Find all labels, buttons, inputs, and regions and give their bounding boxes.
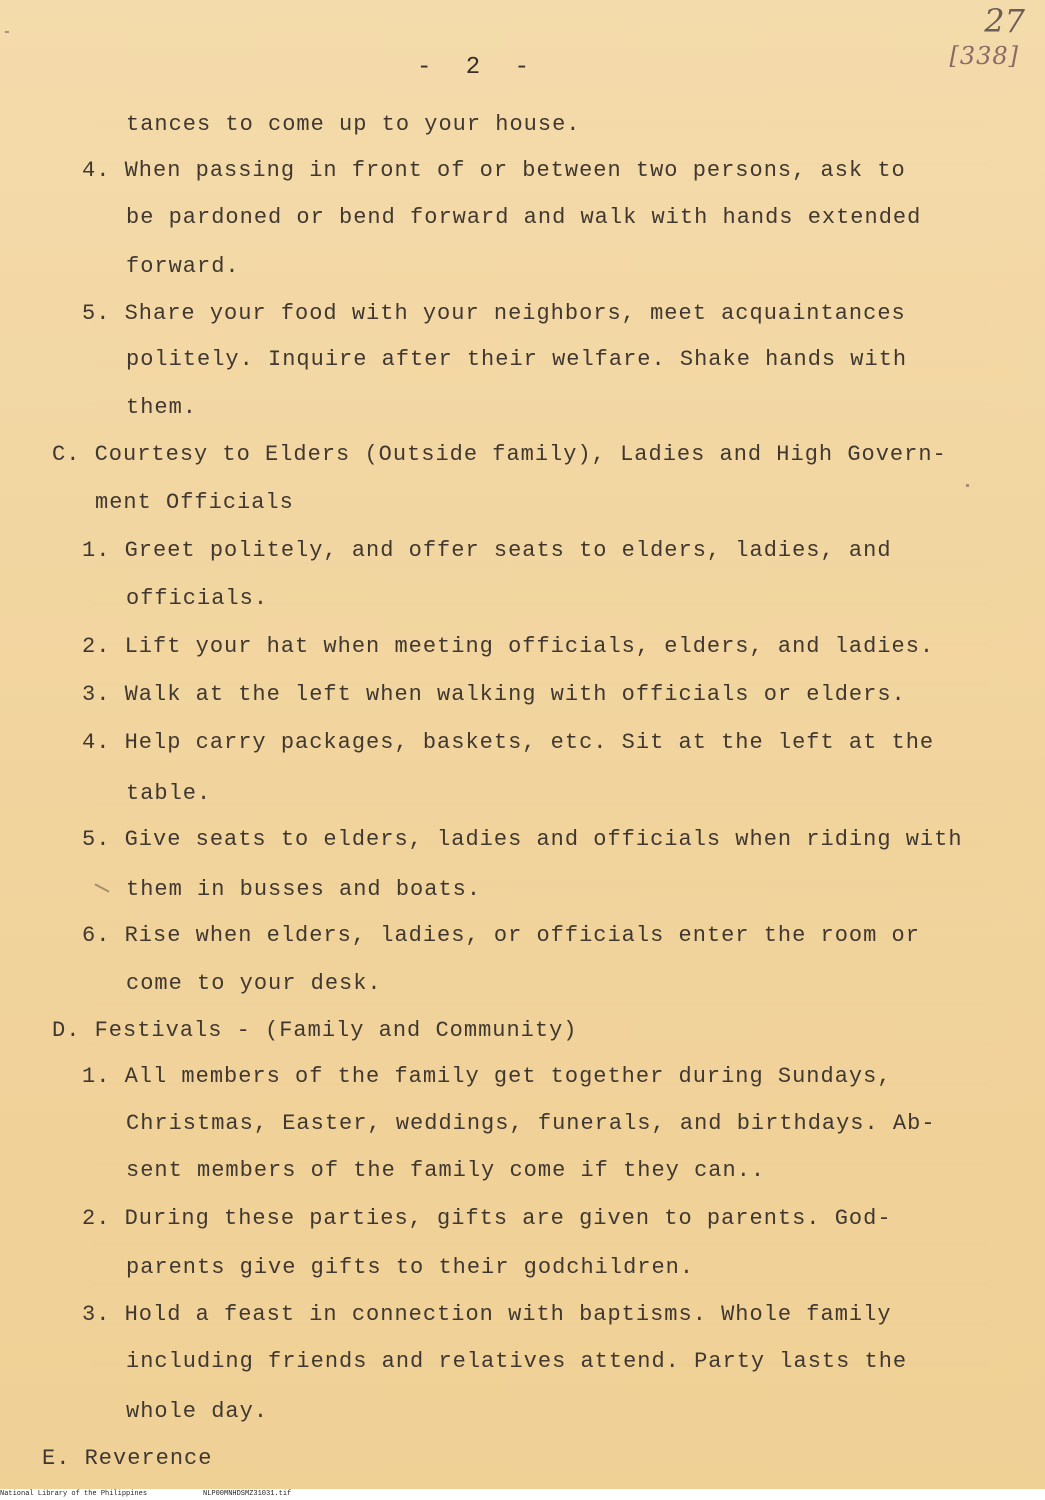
text-line: tances to come up to your house. <box>126 112 581 137</box>
handwritten-page-number: 27 <box>984 2 1025 40</box>
text-line: come to your desk. <box>126 971 382 996</box>
scan-mark <box>966 484 969 487</box>
text-line: 3. Hold a feast in connection with baptisms. Whole family <box>82 1302 892 1327</box>
text-line: them in busses and boats. <box>126 877 482 902</box>
text-line: parents give gifts to their godchildren. <box>126 1255 695 1280</box>
text-line: officials. <box>126 586 269 611</box>
text-line: table. <box>126 781 212 806</box>
handwritten-bracket-number: [338] <box>949 42 1019 70</box>
text-line: 6. Rise when elders, ladies, or officials enter the room or <box>82 923 920 948</box>
text-line: whole day. <box>126 1399 269 1424</box>
section-heading-c-continuation: ment Officials <box>95 490 294 515</box>
text-line: including friends and relatives attend. Party lasts the <box>126 1349 908 1374</box>
text-line: 5. Give seats to elders, ladies and officials when riding with <box>82 827 963 852</box>
text-line: Christmas, Easter, weddings, funerals, and birthdays. Ab- <box>126 1111 936 1136</box>
footer-institution: National Library of the Philippines <box>0 1490 148 1498</box>
scan-footer <box>0 1489 1045 1500</box>
section-heading-d: D. Festivals - (Family and Community) <box>52 1018 578 1043</box>
section-heading-e: E. Reverence <box>42 1446 213 1471</box>
text-line: them. <box>126 395 198 420</box>
text-line: 4. When passing in front of or between two persons, ask to <box>82 158 906 183</box>
text-line: 2. Lift your hat when meeting officials, elders, and ladies. <box>82 634 935 659</box>
typed-page-number: - 2 - <box>417 54 540 81</box>
text-line: 5. Share your food with your neighbors, meet acquaintances <box>82 301 906 326</box>
text-line: 1. All members of the family get together during Sundays, <box>82 1064 892 1089</box>
text-line: 2. During these parties, gifts are given to parents. God- <box>82 1206 892 1231</box>
scan-mark <box>5 31 9 33</box>
text-line: forward. <box>126 254 240 279</box>
text-line: politely. Inquire after their welfare. Shake hands with <box>126 347 908 372</box>
text-line: 3. Walk at the left when walking with officials or elders. <box>82 682 906 707</box>
section-heading-c: C. Courtesy to Elders (Outside family), Ladies and High Govern- <box>52 442 947 467</box>
footer-file-name: NLP00MNHDSMZ31031.tif <box>203 1490 292 1498</box>
text-line: 4. Help carry packages, baskets, etc. Sit at the left at the <box>82 730 935 755</box>
text-line: sent members of the family come if they can.. <box>126 1158 766 1183</box>
text-line: be pardoned or bend forward and walk with hands extended <box>126 205 922 230</box>
text-line: 1. Greet politely, and offer seats to elders, ladies, and <box>82 538 892 563</box>
